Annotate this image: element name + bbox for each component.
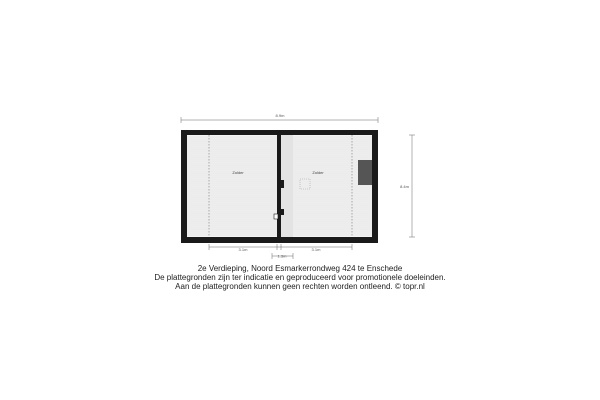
dim-label-bottom-left: 3.1m — [238, 247, 248, 252]
dim-label-bottom-center: 1.3m — [277, 253, 287, 259]
right-room-floor — [293, 135, 372, 237]
dim-label-top: 8.9m — [275, 113, 285, 118]
stair-post-lower — [279, 209, 284, 215]
left-room-floor — [187, 135, 277, 237]
room-label-right: Zolder — [312, 170, 324, 175]
caption-title: 2e Verdieping, Noord Esmarkerrondweg 424 te Enschede — [197, 264, 403, 273]
caption-disclaimer-1: De plattegronden zijn ter indicatie en geproduceerd voor promotionele doeleinden. — [154, 273, 446, 282]
caption-disclaimer-2: Aan de plattegronden kunnen geen rechten worden ontleend. © topr.nl — [175, 282, 425, 291]
dim-label-bottom-right: 3.1m — [311, 247, 321, 252]
stair-opening — [274, 214, 278, 219]
room-label-left: Zolder — [232, 170, 244, 175]
dormer-window — [358, 160, 372, 185]
dim-label-right: 8.4m — [400, 184, 409, 189]
stair-post-upper — [279, 180, 284, 188]
